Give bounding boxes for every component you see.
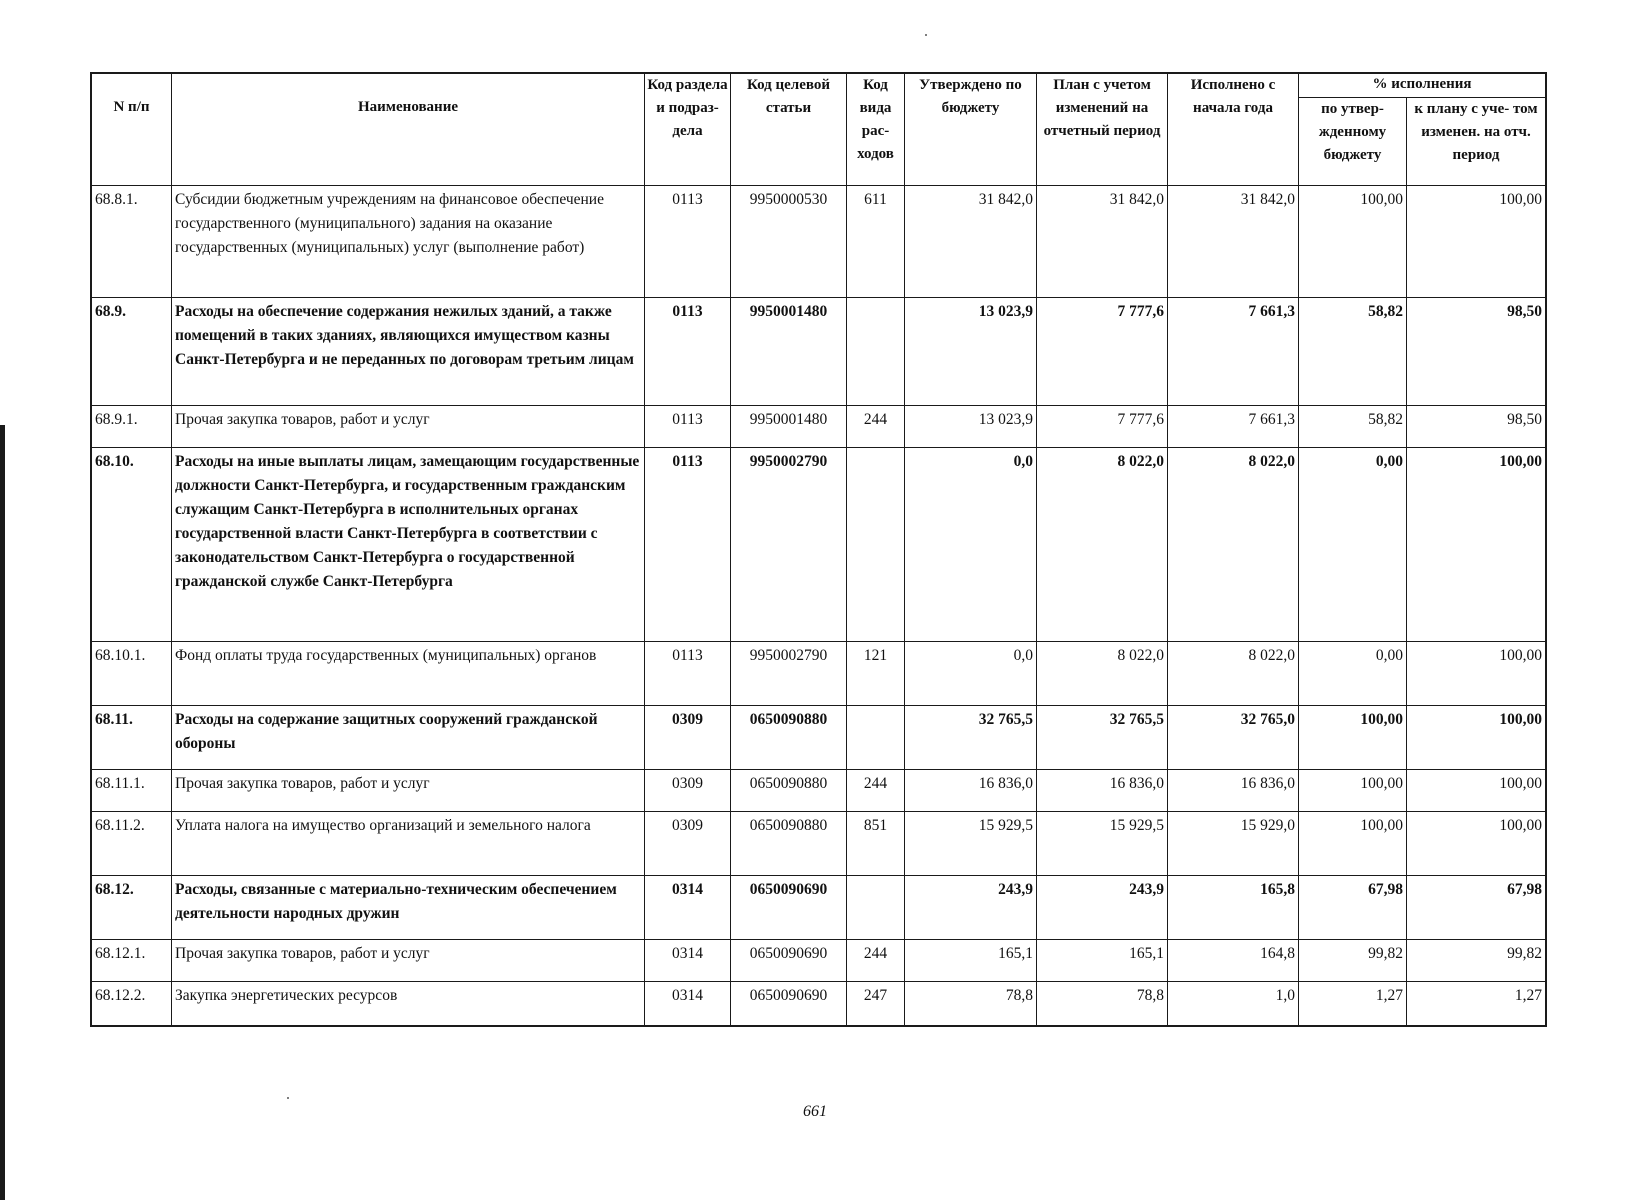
cell-target-code: 0650090690 [731, 876, 847, 940]
cell-pct-plan: 100,00 [1407, 448, 1546, 642]
header-pct-plan: к плану с уче- том изменен. на отч. период [1407, 98, 1546, 186]
cell-name: Прочая закупка товаров, работ и услуг [172, 940, 645, 982]
cell-target-code: 9950002790 [731, 642, 847, 706]
table-row [92, 770, 1546, 812]
cell-num: 68.11.1. [92, 770, 172, 812]
cell-pct-plan: 100,00 [1407, 770, 1546, 812]
cell-plan: 7 777,6 [1037, 298, 1168, 406]
cell-executed: 15 929,0 [1168, 812, 1299, 876]
cell-num: 68.11. [92, 706, 172, 770]
cell-pct-plan: 98,50 [1407, 406, 1546, 448]
header-expense-type-code: Код вида рас- ходов [847, 74, 905, 186]
cell-plan: 7 777,6 [1037, 406, 1168, 448]
cell-pct-plan: 99,82 [1407, 940, 1546, 982]
cell-target-code: 0650090880 [731, 770, 847, 812]
table-row [92, 706, 1546, 770]
cell-executed: 7 661,3 [1168, 406, 1299, 448]
cell-approved: 16 836,0 [905, 770, 1037, 812]
cell-pct-plan: 100,00 [1407, 812, 1546, 876]
header-target-code: Код целевой статьи [731, 74, 847, 186]
cell-expense-type-code: 244 [847, 940, 905, 982]
cell-num: 68.12. [92, 876, 172, 940]
cell-num: 68.10.1. [92, 642, 172, 706]
cell-section-code: 0113 [645, 642, 731, 706]
header-percent-group: % исполнения [1299, 74, 1546, 98]
cell-plan: 8 022,0 [1037, 448, 1168, 642]
cell-pct-budget: 1,27 [1299, 982, 1407, 1026]
cell-pct-plan: 100,00 [1407, 186, 1546, 298]
cell-target-code: 0650090690 [731, 982, 847, 1026]
table-row [92, 940, 1546, 982]
cell-section-code: 0309 [645, 706, 731, 770]
cell-num: 68.12.1. [92, 940, 172, 982]
cell-pct-budget: 67,98 [1299, 876, 1407, 940]
cell-num: 68.9. [92, 298, 172, 406]
cell-pct-budget: 100,00 [1299, 186, 1407, 298]
cell-expense-type-code [847, 448, 905, 642]
cell-pct-budget: 100,00 [1299, 770, 1407, 812]
cell-approved: 31 842,0 [905, 186, 1037, 298]
table-row [92, 406, 1546, 448]
table-body [92, 186, 1546, 1026]
cell-target-code: 9950002790 [731, 448, 847, 642]
cell-name: Уплата налога на имущество организаций и земельного налога [172, 812, 645, 876]
header-name: Наименование [172, 74, 645, 186]
cell-plan: 8 022,0 [1037, 642, 1168, 706]
cell-expense-type-code: 121 [847, 642, 905, 706]
cell-approved: 165,1 [905, 940, 1037, 982]
cell-pct-budget: 0,00 [1299, 642, 1407, 706]
cell-expense-type-code: 244 [847, 770, 905, 812]
cell-section-code: 0309 [645, 770, 731, 812]
table-row [92, 642, 1546, 706]
table-row [92, 448, 1546, 642]
cell-target-code: 0650090880 [731, 812, 847, 876]
cell-plan: 32 765,5 [1037, 706, 1168, 770]
cell-section-code: 0314 [645, 876, 731, 940]
cell-target-code: 9950001480 [731, 298, 847, 406]
cell-name: Расходы на содержание защитных сооружений гражданской обороны [172, 706, 645, 770]
budget-execution-table [91, 73, 1546, 1026]
cell-target-code: 9950000530 [731, 186, 847, 298]
cell-executed: 16 836,0 [1168, 770, 1299, 812]
cell-pct-plan: 1,27 [1407, 982, 1546, 1026]
scan-speck [925, 34, 927, 36]
cell-name: Расходы на иные выплаты лицам, замещающим государственные должности Санкт-Петербурга, и государственным гражданским служащим Санкт-Петербурга в исполнительных органах государственной власти Санкт-Петербурга в соответствии с законодательством Санкт-Петербурга о государственной гражданской службе Санкт-Петербурга [172, 448, 645, 642]
cell-name: Закупка энергетических ресурсов [172, 982, 645, 1026]
cell-pct-budget: 0,00 [1299, 448, 1407, 642]
cell-section-code: 0314 [645, 940, 731, 982]
cell-executed: 32 765,0 [1168, 706, 1299, 770]
cell-plan: 31 842,0 [1037, 186, 1168, 298]
cell-plan: 15 929,5 [1037, 812, 1168, 876]
header-section-code: Код раздела и подраз- дела [645, 74, 731, 186]
cell-num: 68.8.1. [92, 186, 172, 298]
cell-approved: 243,9 [905, 876, 1037, 940]
cell-executed: 165,8 [1168, 876, 1299, 940]
cell-approved: 13 023,9 [905, 298, 1037, 406]
page-number: 661 [803, 1103, 827, 1120]
cell-approved: 78,8 [905, 982, 1037, 1026]
cell-pct-budget: 100,00 [1299, 706, 1407, 770]
cell-pct-budget: 58,82 [1299, 406, 1407, 448]
cell-executed: 8 022,0 [1168, 448, 1299, 642]
table-row [92, 812, 1546, 876]
cell-executed: 164,8 [1168, 940, 1299, 982]
cell-executed: 7 661,3 [1168, 298, 1299, 406]
cell-name: Расходы, связанные с материально-техническим обеспечением деятельности народных дружин [172, 876, 645, 940]
header-num: N п/п [92, 74, 172, 186]
cell-num: 68.11.2. [92, 812, 172, 876]
cell-name: Расходы на обеспечение содержания нежилых зданий, а также помещений в таких зданиях, являющихся имуществом казны Санкт-Петербурга и не переданных по договорам третьим лицам [172, 298, 645, 406]
table-row [92, 298, 1546, 406]
cell-target-code: 0650090880 [731, 706, 847, 770]
cell-section-code: 0314 [645, 982, 731, 1026]
cell-approved: 13 023,9 [905, 406, 1037, 448]
cell-pct-plan: 100,00 [1407, 642, 1546, 706]
scan-edge-bar [0, 425, 5, 1200]
cell-pct-plan: 98,50 [1407, 298, 1546, 406]
table-row [92, 876, 1546, 940]
cell-expense-type-code: 247 [847, 982, 905, 1026]
cell-num: 68.12.2. [92, 982, 172, 1026]
cell-expense-type-code [847, 876, 905, 940]
cell-num: 68.9.1. [92, 406, 172, 448]
cell-target-code: 9950001480 [731, 406, 847, 448]
cell-approved: 0,0 [905, 642, 1037, 706]
cell-executed: 31 842,0 [1168, 186, 1299, 298]
cell-approved: 32 765,5 [905, 706, 1037, 770]
scan-speck [287, 1097, 289, 1099]
cell-plan: 165,1 [1037, 940, 1168, 982]
cell-approved: 0,0 [905, 448, 1037, 642]
cell-expense-type-code: 851 [847, 812, 905, 876]
cell-plan: 243,9 [1037, 876, 1168, 940]
table-row [92, 982, 1546, 1026]
cell-pct-plan: 100,00 [1407, 706, 1546, 770]
cell-name: Прочая закупка товаров, работ и услуг [172, 406, 645, 448]
cell-name: Фонд оплаты труда государственных (муниципальных) органов [172, 642, 645, 706]
cell-pct-budget: 58,82 [1299, 298, 1407, 406]
table-row [92, 186, 1546, 298]
cell-section-code: 0113 [645, 298, 731, 406]
cell-name: Прочая закупка товаров, работ и услуг [172, 770, 645, 812]
cell-expense-type-code [847, 298, 905, 406]
header-pct-budget: по утвер- жденному бюджету [1299, 98, 1407, 186]
cell-plan: 78,8 [1037, 982, 1168, 1026]
cell-expense-type-code [847, 706, 905, 770]
header-approved: Утверждено по бюджету [905, 74, 1037, 186]
cell-section-code: 0113 [645, 186, 731, 298]
cell-pct-budget: 100,00 [1299, 812, 1407, 876]
cell-pct-budget: 99,82 [1299, 940, 1407, 982]
header-plan: План с учетом изменений на отчетный период [1037, 74, 1168, 186]
cell-plan: 16 836,0 [1037, 770, 1168, 812]
cell-expense-type-code: 611 [847, 186, 905, 298]
cell-pct-plan: 67,98 [1407, 876, 1546, 940]
cell-expense-type-code: 244 [847, 406, 905, 448]
cell-num: 68.10. [92, 448, 172, 642]
cell-approved: 15 929,5 [905, 812, 1037, 876]
cell-name: Субсидии бюджетным учреждениям на финансовое обеспечение государственного (муниципального) задания на оказание государственных (муниципальных) услуг (выполнение работ) [172, 186, 645, 298]
cell-executed: 1,0 [1168, 982, 1299, 1026]
cell-executed: 8 022,0 [1168, 642, 1299, 706]
table-header [92, 74, 1546, 186]
cell-section-code: 0113 [645, 406, 731, 448]
header-executed: Исполнено с начала года [1168, 74, 1299, 186]
cell-section-code: 0113 [645, 448, 731, 642]
cell-target-code: 0650090690 [731, 940, 847, 982]
cell-section-code: 0309 [645, 812, 731, 876]
